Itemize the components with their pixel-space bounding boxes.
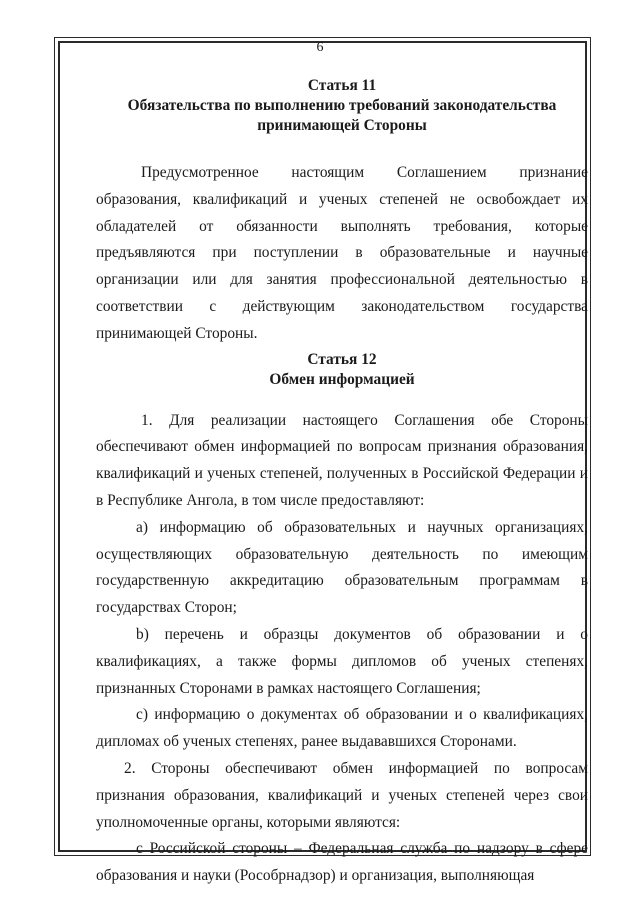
article-12-title: Статья 12 bbox=[307, 350, 377, 368]
article-12-item-a: а) информацию об образовательных и научных организациях, осуществляющих образовательную деятельность по имеющим государственную аккредитацию образовательным программам в государствах Сторон; bbox=[96, 518, 588, 617]
article-12-subtitle: Обмен информацией bbox=[269, 370, 415, 388]
page-number: 6 bbox=[316, 40, 324, 55]
article-12-clause-2: 2. Стороны обеспечивают обмен информацией по вопросам признания образования, квалификаций и ученых степеней через свои уполномоченные органы, которыми являются: bbox=[96, 759, 588, 831]
article-11-subtitle-line-1: Обязательства по выполнению требований законодательства bbox=[127, 97, 557, 114]
article-11-title: Статья 11 bbox=[307, 77, 377, 94]
article-12-clause-russian-side: с Российской стороны – Федеральная служба по надзору в сфере образования и науки (Рособрнадзор) и организация, выполняющая bbox=[96, 840, 588, 885]
article-11-subtitle-line-2: принимающей Стороны bbox=[257, 117, 427, 134]
article-12-clause-1: 1. Для реализации настоящего Соглашения обе Стороны обеспечивают обмен информацией по вопросам признания образования, квалификаций и ученых степеней, полученных в Российской Федерации и в Республике Ангола, в том числе предоставляют: bbox=[96, 411, 588, 509]
article-11-paragraph: Предусмотренное настоящим Соглашением признание образования, квалификаций и ученых степеней не освобождает их обладателей от обязанности выполнять требования, которые предъявляются при поступлении в образовательные и научные организации или для занятия профессиональной деятельностью в соответствии с действующим законодательством государства принимающей Стороны. bbox=[96, 164, 588, 342]
article-12-heading bbox=[96, 350, 588, 390]
article-12-item-b: b) перечень и образцы документов об образовании и о квалификациях, а также формы дипломов об ученых степенях, признанных Сторонами в рамках настоящего Соглашения; bbox=[96, 625, 588, 697]
document-body bbox=[96, 76, 588, 890]
article-12-item-c: с) информацию о документах об образовании и о квалификациях, дипломах об ученых степенях, ранее выдававшихся Сторонами. bbox=[96, 706, 588, 751]
article-11-heading bbox=[96, 76, 588, 136]
